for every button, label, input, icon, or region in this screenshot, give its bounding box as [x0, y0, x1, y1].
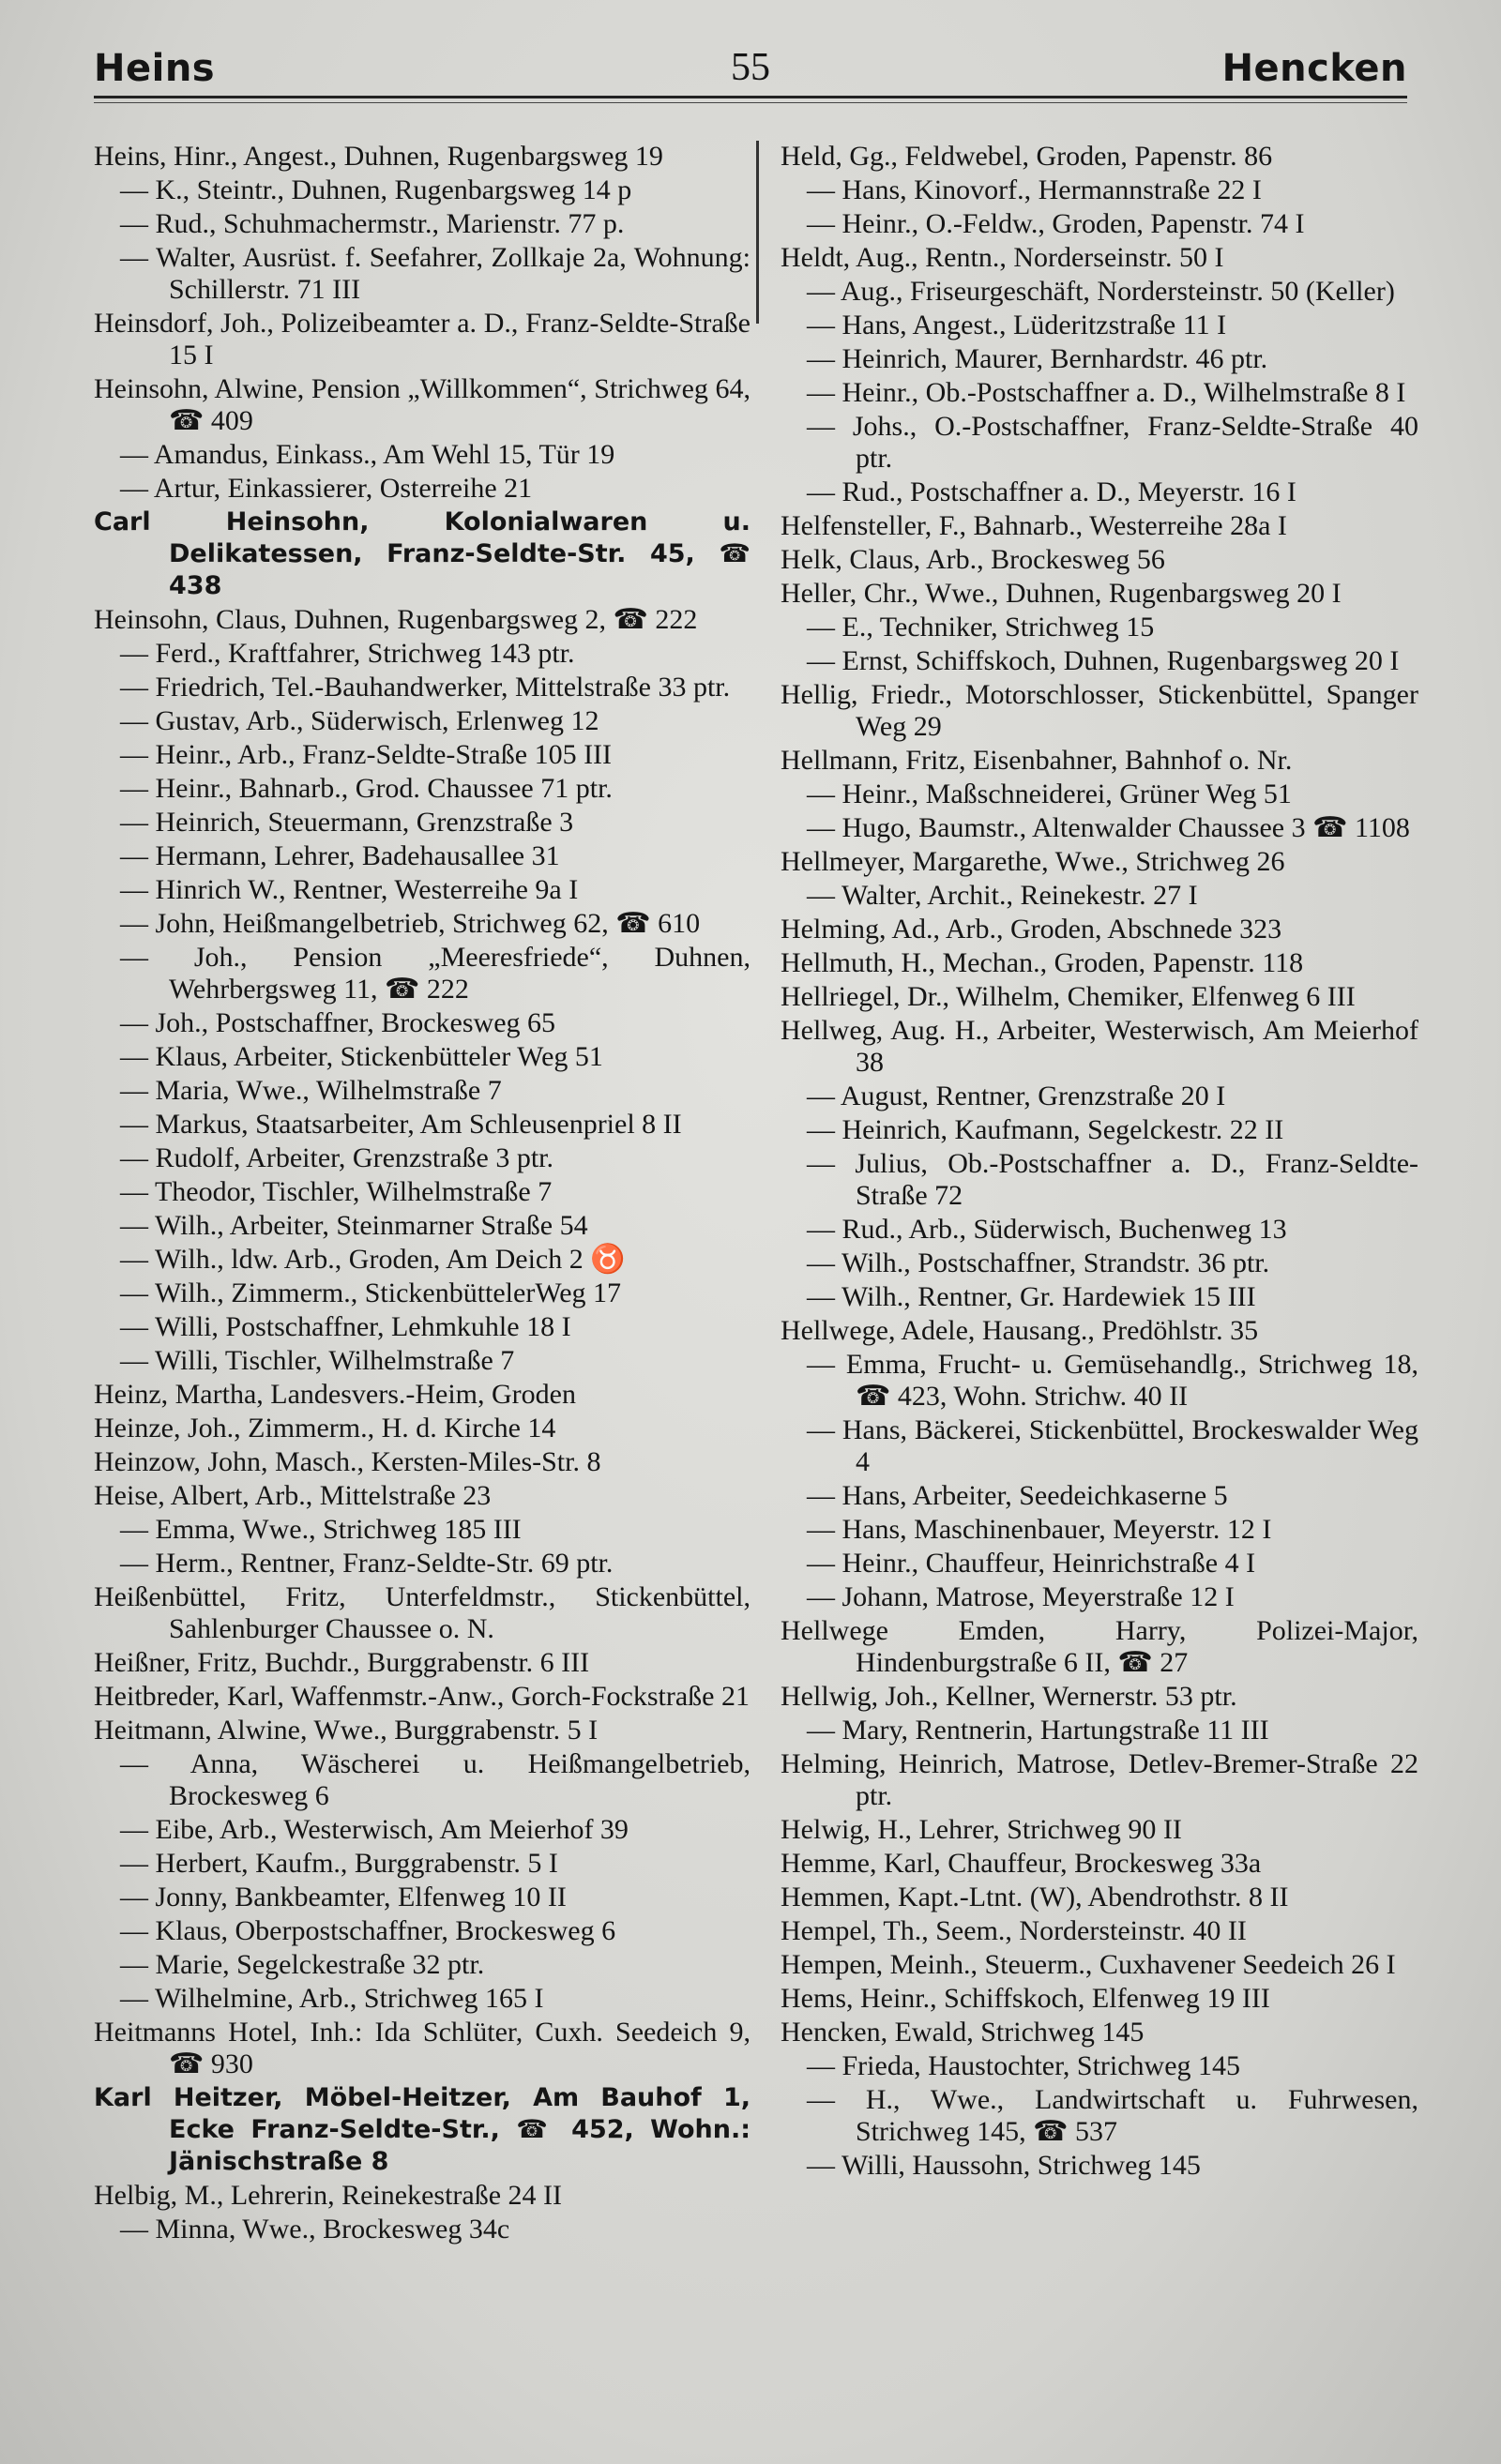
directory-entry: — Emma, Frucht- u. Gemüsehandlg., Strichweg 18, ☎ 423, Wohn. Strichw. 40 II	[807, 1349, 1418, 1412]
directory-entry: Held, Gg., Feldwebel, Groden, Papenstr. 86	[781, 141, 1273, 172]
directory-entry: — Willi, Tischler, Wilhelmstraße 7	[120, 1345, 515, 1376]
directory-entry: — Wilhelmine, Arb., Strichweg 165 I	[120, 1983, 544, 2014]
directory-entry: — Willi, Haussohn, Strichweg 145	[807, 2150, 1201, 2181]
directory-entry: — Markus, Staatsarbeiter, Am Schleusenpriel 8 II	[120, 1109, 682, 1140]
directory-entry: Heißenbüttel, Fritz, Unterfeldmstr., Stickenbüttel, Sahlenburger Chaussee o. N.	[94, 1581, 750, 1644]
directory-entry: — Walter, Archit., Reinekestr. 27 I	[807, 880, 1198, 911]
header-first-name: Heins	[94, 47, 216, 90]
directory-entry: — Jonny, Bankbeamter, Elfenweg 10 II	[120, 1882, 567, 1912]
directory-entry: Hellwig, Joh., Kellner, Wernerstr. 53 ptr.	[781, 1681, 1237, 1712]
directory-entry: — Heinr., Maßschneiderei, Grüner Weg 51	[807, 779, 1292, 809]
directory-entry: — E., Techniker, Strichweg 15	[807, 612, 1155, 642]
directory-entry: — Wilh., ldw. Arb., Groden, Am Deich 2 ♉	[120, 1244, 626, 1275]
directory-entry: Heinsdorf, Joh., Polizeibeamter a. D., Franz-Seldte-Straße 15 I	[94, 308, 750, 370]
directory-entry: — Johs., O.-Postschaffner, Franz-Seldte-Straße 40 ptr.	[807, 411, 1418, 474]
directory-entry: — Heinr., Bahnarb., Grod. Chaussee 71 ptr.	[120, 773, 613, 804]
directory-entry: — Frieda, Haustochter, Strichweg 145	[807, 2050, 1241, 2081]
directory-entry: — Klaus, Arbeiter, Stickenbütteler Weg 51	[120, 1041, 603, 1072]
directory-entry: Heinze, Joh., Zimmerm., H. d. Kirche 14	[94, 1413, 556, 1444]
directory-entry: — Hermann, Lehrer, Badehausallee 31	[120, 840, 560, 871]
directory-entry: — Heinrich, Kaufmann, Segelckestr. 22 II	[807, 1114, 1284, 1145]
directory-entry: Hempel, Th., Seem., Nordersteinstr. 40 II	[781, 1915, 1247, 1946]
directory-entry: — Rud., Postschaffner a. D., Meyerstr. 16 I	[807, 476, 1296, 507]
directory-entry: — Emma, Wwe., Strichweg 185 III	[120, 1514, 522, 1545]
directory-entry: — Artur, Einkassierer, Osterreihe 21	[120, 473, 533, 504]
header-last-name: Hencken	[1221, 47, 1407, 90]
directory-entry: Hemme, Karl, Chauffeur, Brockesweg 33a	[781, 1848, 1262, 1879]
directory-entry: Hemmen, Kapt.-Ltnt. (W), Abendrothstr. 8 II	[781, 1882, 1289, 1912]
directory-entry: — Marie, Segelckestraße 32 ptr.	[120, 1949, 485, 1980]
right-column	[781, 141, 1418, 2184]
directory-entry: — Julius, Ob.-Postschaffner a. D., Franz-Seldte-Straße 72	[807, 1148, 1418, 1211]
directory-entry: — Johann, Matrose, Meyerstraße 12 I	[807, 1581, 1235, 1612]
directory-entry: — Rudolf, Arbeiter, Grenzstraße 3 ptr.	[120, 1142, 554, 1173]
directory-entry: — Gustav, Arb., Süderwisch, Erlenweg 12	[120, 705, 599, 736]
directory-entry: Heller, Chr., Wwe., Duhnen, Rugenbargsweg 20 I	[781, 578, 1342, 609]
directory-entry: Heldt, Aug., Rentn., Norderseinstr. 50 I	[781, 242, 1224, 273]
directory-entry: — Heinrich, Steuermann, Grenzstraße 3	[120, 807, 574, 838]
directory-entry: Heinsohn, Claus, Duhnen, Rugenbargsweg 2, ☎ 222	[94, 604, 698, 635]
directory-entry: Heinzow, John, Masch., Kersten-Miles-Str. 8	[94, 1446, 601, 1477]
directory-entry: Heins, Hinr., Angest., Duhnen, Rugenbargsweg 19	[94, 141, 663, 172]
directory-entry: — Klaus, Oberpostschaffner, Brockesweg 6	[120, 1915, 616, 1946]
directory-entry: Hellmeyer, Margarethe, Wwe., Strichweg 26	[781, 846, 1285, 877]
page-number: 55	[731, 46, 770, 89]
directory-entry: Hellwege Emden, Harry, Polizei-Major, Hindenburgstraße 6 II, ☎ 27	[781, 1615, 1418, 1678]
directory-entry: — Mary, Rentnerin, Hartungstraße 11 III	[807, 1715, 1269, 1746]
directory-entry: — Friedrich, Tel.-Bauhandwerker, Mittelstraße 33 ptr.	[120, 672, 731, 703]
directory-entry: Helming, Ad., Arb., Groden, Abschnede 323	[781, 914, 1282, 945]
directory-entry: — Heinrich, Maurer, Bernhardstr. 46 ptr.	[807, 343, 1268, 374]
directory-entry: — Joh., Pension „Meeresfriede“, Duhnen, Wehrbergsweg 11, ☎ 222	[120, 942, 750, 1005]
directory-entry: — Amandus, Einkass., Am Wehl 15, Tür 19	[120, 439, 615, 470]
directory-entry: Heitmanns Hotel, Inh.: Ida Schlüter, Cuxh. Seedeich 9, ☎ 930	[94, 2017, 750, 2079]
directory-entry: — Maria, Wwe., Wilhelmstraße 7	[120, 1075, 502, 1106]
directory-entry: Helming, Heinrich, Matrose, Detlev-Bremer-Straße 22 ptr.	[781, 1748, 1418, 1811]
directory-entry: — Minna, Wwe., Brockesweg 34c	[120, 2214, 510, 2245]
directory-entry: — Heinr., O.-Feldw., Groden, Papenstr. 74 I	[807, 208, 1305, 239]
directory-entry: Karl Heitzer, Möbel-Heitzer, Am Bauhof 1, Ecke Franz-Seldte-Str., ☎ 452, Wohn.: Jänischstraße 8	[94, 2083, 750, 2176]
directory-entry: Hellmuth, H., Mechan., Groden, Papenstr. 118	[781, 947, 1304, 978]
directory-entry: Helbig, M., Lehrerin, Reinekestraße 24 II	[94, 2180, 562, 2211]
directory-entry: — Willi, Postschaffner, Lehmkuhle 18 I	[120, 1311, 571, 1342]
directory-entry: — Anna, Wäscherei u. Heißmangelbetrieb, Brockesweg 6	[120, 1748, 750, 1811]
directory-entry: — Hans, Bäckerei, Stickenbüttel, Brockeswalder Weg 4	[807, 1414, 1418, 1477]
directory-entry: — Eibe, Arb., Westerwisch, Am Meierhof 39	[120, 1814, 629, 1845]
directory-entry: Heise, Albert, Arb., Mittelstraße 23	[94, 1480, 492, 1511]
directory-entry: — Hans, Angest., Lüderitzstraße 11 I	[807, 310, 1227, 340]
directory-entry: Helwig, H., Lehrer, Strichweg 90 II	[781, 1814, 1182, 1845]
directory-entry: Hellig, Friedr., Motorschlosser, Stickenbüttel, Spanger Weg 29	[781, 679, 1418, 742]
directory-entry: Carl Heinsohn, Kolonialwaren u. Delikatessen, Franz-Seldte-Str. 45, ☎ 438	[94, 507, 750, 600]
directory-entry: — Hinrich W., Rentner, Westerreihe 9a I	[120, 874, 579, 905]
directory-entry: — Hans, Maschinenbauer, Meyerstr. 12 I	[807, 1514, 1272, 1545]
directory-entry: — K., Steintr., Duhnen, Rugenbargsweg 14 p	[120, 174, 632, 205]
directory-entry: Helk, Claus, Arb., Brockesweg 56	[781, 544, 1165, 575]
directory-entry: — Rud., Arb., Süderwisch, Buchenweg 13	[807, 1214, 1287, 1245]
directory-entry: Heinz, Martha, Landesvers.-Heim, Groden	[94, 1379, 576, 1410]
directory-entry: — Aug., Friseurgeschäft, Nordersteinstr. 50 (Keller)	[807, 276, 1395, 307]
directory-entry: — Rud., Schuhmachermstr., Marienstr. 77 p.	[120, 208, 625, 239]
directory-entry: Heitmann, Alwine, Wwe., Burggrabenstr. 5 I	[94, 1715, 599, 1746]
directory-entry: Helfensteller, F., Bahnarb., Westerreihe 28a I	[781, 510, 1287, 541]
directory-entry: — Heinr., Chauffeur, Heinrichstraße 4 I	[807, 1548, 1256, 1579]
directory-entry: — Herm., Rentner, Franz-Seldte-Str. 69 ptr.	[120, 1548, 614, 1579]
directory-entry: — Theodor, Tischler, Wilhelmstraße 7	[120, 1176, 553, 1207]
directory-entry: — Hans, Arbeiter, Seedeichkaserne 5	[807, 1480, 1228, 1511]
directory-entry: Hems, Heinr., Schiffskoch, Elfenweg 19 III	[781, 1983, 1270, 2014]
directory-entry: Hellwege, Adele, Hausang., Predöhlstr. 35	[781, 1315, 1259, 1346]
directory-entry: — Wilh., Rentner, Gr. Hardewiek 15 III	[807, 1281, 1256, 1312]
column-divider	[756, 141, 759, 324]
directory-entry: Hempen, Meinh., Steuerm., Cuxhavener Seedeich 26 I	[781, 1949, 1396, 1980]
directory-entry: Hellriegel, Dr., Wilhelm, Chemiker, Elfenweg 6 III	[781, 981, 1356, 1012]
directory-entry: Hellmann, Fritz, Eisenbahner, Bahnhof o. Nr.	[781, 745, 1293, 776]
directory-entry: — Herbert, Kaufm., Burggrabenstr. 5 I	[120, 1848, 558, 1879]
directory-entry: — Walter, Ausrüst. f. Seefahrer, Zollkaje 2a, Wohnung: Schillerstr. 71 III	[120, 242, 750, 305]
page-header	[94, 38, 1407, 103]
directory-entry: — Wilh., Zimmerm., StickenbüttelerWeg 17	[120, 1277, 622, 1308]
header-rule	[94, 96, 1407, 103]
directory-entry: — H., Wwe., Landwirtschaft u. Fuhrwesen, Strichweg 145, ☎ 537	[807, 2084, 1418, 2147]
directory-entry: — August, Rentner, Grenzstraße 20 I	[807, 1081, 1226, 1111]
directory-entry: — Ernst, Schiffskoch, Duhnen, Rugenbargsweg 20 I	[807, 645, 1400, 676]
directory-entry: — Heinr., Ob.-Postschaffner a. D., Wilhelmstraße 8 I	[807, 377, 1406, 408]
directory-entry: — John, Heißmangelbetrieb, Strichweg 62, ☎ 610	[120, 908, 701, 939]
directory-entry: — Joh., Postschaffner, Brockesweg 65	[120, 1007, 556, 1038]
directory-entry: — Hans, Kinovorf., Hermannstraße 22 I	[807, 174, 1262, 205]
directory-entry: Heitbreder, Karl, Waffenmstr.-Anw., Gorch-Fockstraße 21	[94, 1681, 750, 1712]
directory-entry: Heinsohn, Alwine, Pension „Willkommen“, Strichweg 64, ☎ 409	[94, 373, 750, 436]
left-column	[94, 141, 750, 2247]
directory-entry: — Wilh., Arbeiter, Steinmarner Straße 54	[120, 1210, 588, 1241]
directory-entry: Hencken, Ewald, Strichweg 145	[781, 2017, 1145, 2048]
directory-entry: Hellweg, Aug. H., Arbeiter, Westerwisch, Am Meierhof 38	[781, 1015, 1418, 1078]
directory-entry: Heißner, Fritz, Buchdr., Burggrabenstr. 6 III	[94, 1647, 590, 1678]
directory-entry: — Heinr., Arb., Franz-Seldte-Straße 105 III	[120, 739, 613, 770]
directory-entry: — Wilh., Postschaffner, Strandstr. 36 ptr.	[807, 1247, 1270, 1278]
directory-entry: — Ferd., Kraftfahrer, Strichweg 143 ptr.	[120, 638, 575, 669]
directory-entry: — Hugo, Baumstr., Altenwalder Chaussee 3 ☎ 1108	[807, 812, 1410, 843]
